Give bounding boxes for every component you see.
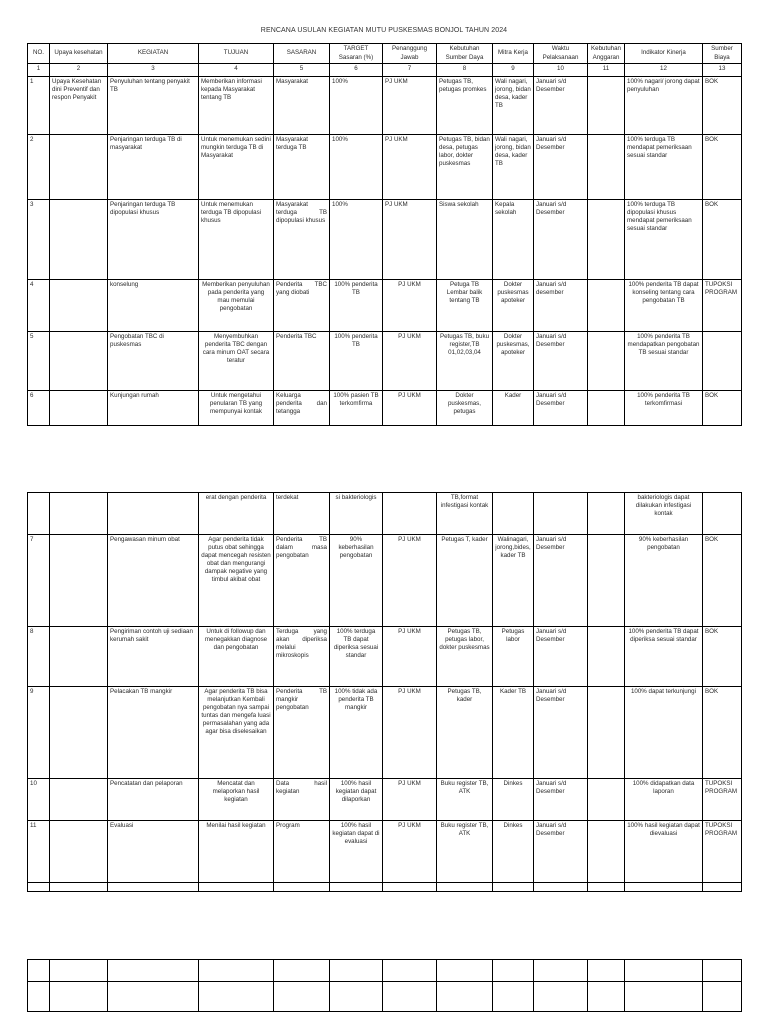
cell-kegiatan: Pencatatan dan pelaporan [108,779,199,821]
cell-kegiatan: Evaluasi [108,821,199,883]
empty-cell [588,982,625,1012]
cell-biaya: BOK [703,627,742,687]
cell-anggaran [588,779,625,821]
cell-sumber-daya: Petugas TB, bidan desa, petugas labor, dokter puskesmas [437,135,493,200]
cell-no: 9 [28,687,50,779]
cell-upaya [50,821,108,883]
cell-anggaran [588,200,625,280]
cell-upaya [50,687,108,779]
header-cell: Mitra Kerja [493,44,534,64]
cell-indikator: 100% dapat terkunjungi [625,687,703,779]
cell-anggaran [588,493,625,535]
cell-kegiatan: Kunjungan rumah [108,391,199,426]
header-cell: Upaya kesehatan [50,44,108,64]
empty-cell [199,960,274,982]
cell-pj: PJ UKM [383,391,437,426]
cell-sumber-daya: Petuga TB Lembar balik tentang TB [437,280,493,332]
cell-tujuan: Untuk di followup dan menegakkan diagnose dan pengobatan [199,627,274,687]
empty-row [28,960,742,982]
cell-indikator: 100% terduga TB dipopulasi khusus mendapat pemeriksaan sesuai standar [625,200,703,280]
cell-sumber-daya: Petugas TB, buku register,TB 01,02,03,04 [437,332,493,391]
empty-cell [703,883,742,892]
empty-cell [274,883,330,892]
cell-waktu: Januari s/d Desember [534,391,588,426]
cell-pj: PJ UKM [383,535,437,627]
cell-target: 100% [330,135,383,200]
column-number-cell: 9 [493,64,534,77]
cell-anggaran [588,821,625,883]
table-row [28,77,742,135]
cell-pj: PJ UKM [383,200,437,280]
cell-biaya: BOK [703,135,742,200]
column-number-cell: 5 [274,64,330,77]
cell-pj: PJ UKM [383,821,437,883]
empty-cell [274,982,330,1012]
cell-no: 1 [28,77,50,135]
cell-kegiatan: Pengobatan TBC di puskesmas [108,332,199,391]
cell-sumber-daya: Petugas TB, petugas labor, dokter puskesmas [437,627,493,687]
column-number-row [28,64,742,77]
cell-anggaran [588,391,625,426]
cell-mitra: Kepala sekolah [493,200,534,280]
cell-upaya [50,332,108,391]
plan-table-part-1 [27,43,742,426]
cell-mitra: Kader TB [493,687,534,779]
cell-pj: PJ UKM [383,77,437,135]
empty-cell [437,883,493,892]
empty-cell [330,982,383,1012]
cell-mitra: Dokter puskesmas, apoteker [493,332,534,391]
cell-anggaran [588,627,625,687]
cell-indikator: 100% terduga TB mendapat pemeriksaan sesuai standar [625,135,703,200]
cell-target: 100% penderita TB [330,280,383,332]
table-row [28,535,742,627]
cell-waktu: Januari s/d Desember [534,200,588,280]
header-cell: TUJUAN [199,44,274,64]
empty-cell [383,960,437,982]
cell-sasaran: Masyarakat terduga TB dipopulasi khusus [274,200,330,280]
cell-upaya: Upaya Kesehatan dini Preventif dan respon Penyakit [50,77,108,135]
cell-tujuan: Menilai hasil kegiatan [199,821,274,883]
cell-no: 6 [28,391,50,426]
cell-mitra: Wali nagari, jorong, bidan desa, kader TB [493,135,534,200]
table-row [28,493,742,535]
column-number-cell: 10 [534,64,588,77]
cell-mitra: Walinagari, jorong,bides,kader TB [493,535,534,627]
cell-tujuan: erat dengan penderita [199,493,274,535]
empty-cell [199,883,274,892]
cell-upaya [50,200,108,280]
empty-cell [108,883,199,892]
cell-waktu: Januari s/d Desember [534,135,588,200]
cell-kegiatan: Penjaringan terduga TB di masyarakat [108,135,199,200]
empty-cell [437,960,493,982]
cell-target: 100% [330,77,383,135]
cell-no [28,493,50,535]
cell-waktu: Januari s/d Desember [534,779,588,821]
cell-upaya [50,535,108,627]
cell-biaya: BOK [703,535,742,627]
cell-indikator: 100% penderita TB dapat konseling tentang cara pengobatan TB [625,280,703,332]
cell-pj: PJ UKM [383,280,437,332]
cell-sasaran: terdekat [274,493,330,535]
cell-target: 100% pasien TB terkomfirma [330,391,383,426]
empty-cell [493,982,534,1012]
cell-waktu: Januari s/d Desember [534,687,588,779]
column-number-cell: 3 [108,64,199,77]
empty-cell [534,982,588,1012]
cell-target: 100% terduga TB dapat diperiksa sesuai standar [330,627,383,687]
cell-sasaran: Terduga yang akan diperiksa melalui mikroskopis [274,627,330,687]
empty-cell [588,883,625,892]
cell-sasaran: Data hasil kegiatan [274,779,330,821]
cell-anggaran [588,280,625,332]
cell-kegiatan: konselung [108,280,199,332]
cell-kegiatan: Pengawasan minum obat [108,535,199,627]
table-row [28,821,742,883]
cell-mitra: Wali nagari, jorong, bidan desa, kader TB [493,77,534,135]
cell-indikator: 100% nagari/ jorong dapat penyuluhan [625,77,703,135]
cell-anggaran [588,332,625,391]
cell-tujuan: Untuk menemukan terduga TB dipopulasi khusus [199,200,274,280]
empty-cell [625,960,703,982]
cell-no: 8 [28,627,50,687]
cell-target: 100% penderita TB [330,332,383,391]
cell-target: 100% [330,200,383,280]
header-cell: Waktu Pelaksanaan [534,44,588,64]
column-number-cell: 2 [50,64,108,77]
column-number-cell: 8 [437,64,493,77]
empty-cell [108,982,199,1012]
empty-cell [534,883,588,892]
cell-no: 2 [28,135,50,200]
empty-cell [330,960,383,982]
column-number-cell: 4 [199,64,274,77]
empty-cell [703,982,742,1012]
cell-upaya [50,391,108,426]
cell-upaya [50,280,108,332]
cell-pj: PJ UKM [383,627,437,687]
cell-upaya [50,135,108,200]
cell-tujuan: Untuk mengetahui penularan TB yang mempunyai kontak [199,391,274,426]
cell-biaya: BOK [703,77,742,135]
cell-target: 100% tidak ada penderita TB mangkir [330,687,383,779]
column-number-cell: 1 [28,64,50,77]
table-row [28,332,742,391]
empty-cell [28,883,50,892]
cell-upaya [50,627,108,687]
cell-indikator: 90% keberhasilan pengobatan [625,535,703,627]
cell-indikator: bakteriologis dapat dilakukan infestigasi kontak [625,493,703,535]
cell-no: 10 [28,779,50,821]
header-cell: KEGIATAN [108,44,199,64]
table-row [28,280,742,332]
empty-cell [330,883,383,892]
cell-kegiatan: Pelacakan TB mangkir [108,687,199,779]
cell-tujuan: Agar penderita tidak putus obat sehingga dapat mencegah resisten obat dan mengurangi dampak negative yang timbul akibat obat [199,535,274,627]
empty-cell [50,960,108,982]
cell-pj: PJ UKM [383,332,437,391]
empty-cell [383,982,437,1012]
cell-pj [383,493,437,535]
empty-cell [437,982,493,1012]
cell-sumber-daya: Petugas TB, petugas promkes [437,77,493,135]
cell-sasaran: Penderita TBC [274,332,330,391]
cell-waktu: Januari s/d Desember [534,77,588,135]
cell-biaya [703,332,742,391]
empty-row [28,883,742,892]
cell-mitra [493,493,534,535]
cell-tujuan: Agar penderita TB bisa melanjutkan Kembali pengobatan nya sampai tuntas dan mengefa luasi permasalahan yang ada agar bisa diselesaikan [199,687,274,779]
table-row [28,200,742,280]
cell-no: 4 [28,280,50,332]
empty-cell [493,960,534,982]
cell-kegiatan: Pengiriman contoh uji sediaan kerumah sakit [108,627,199,687]
empty-cell [383,883,437,892]
cell-sasaran: Program [274,821,330,883]
cell-sumber-daya: Buku register TB, ATK [437,779,493,821]
table-row [28,687,742,779]
cell-sumber-daya: TB,format infestigasi kontak [437,493,493,535]
cell-tujuan: Memberikan penyuluhan pada penderita yang mau memulai pengobatan [199,280,274,332]
cell-sasaran: Keluarga penderita dan tetangga [274,391,330,426]
cell-biaya: BOK [703,687,742,779]
header-cell: Kebutuhan Anggaran [588,44,625,64]
cell-biaya: TUPOKSI PROGRAM [703,821,742,883]
cell-anggaran [588,77,625,135]
empty-cell [493,883,534,892]
cell-target: si bakteriologis [330,493,383,535]
table-row [28,135,742,200]
cell-no: 5 [28,332,50,391]
cell-tujuan: Untuk menemukan sedini mungkin terduga TB di Masyarakat [199,135,274,200]
cell-anggaran [588,687,625,779]
column-number-cell: 6 [330,64,383,77]
cell-biaya: TUPOKSI PROGRAM [703,779,742,821]
cell-kegiatan: Penjaringan terduga TB dipopulasi khusus [108,200,199,280]
empty-cell [50,883,108,892]
cell-sumber-daya: Siswa sekolah [437,200,493,280]
header-cell: SASARAN [274,44,330,64]
empty-cell [625,982,703,1012]
cell-anggaran [588,535,625,627]
header-cell: Sumber Biaya [703,44,742,64]
cell-tujuan: Menyembuhkan penderita TBC dengan cara minum OAT secara teratur [199,332,274,391]
column-number-cell: 12 [625,64,703,77]
cell-anggaran [588,135,625,200]
cell-tujuan: Memberikan informasi kepada Masyarakat tentang TB [199,77,274,135]
table-row [28,779,742,821]
cell-biaya [703,493,742,535]
cell-sasaran: Penderita TB dalam masa pengobatan [274,535,330,627]
cell-indikator: 100% penderita TB dapat diperiksa sesuai standar [625,627,703,687]
cell-sasaran: Penderita TBC yang diobati [274,280,330,332]
header-cell: NO. [28,44,50,64]
header-cell: Penanggung Jawab [383,44,437,64]
cell-pj: PJ UKM [383,687,437,779]
cell-no: 11 [28,821,50,883]
cell-waktu: Januari s/d desember [534,280,588,332]
cell-mitra: Dokter puskesmas apoteker [493,280,534,332]
cell-mitra: Dinkes [493,821,534,883]
cell-indikator: 100% didapatkan data laporan [625,779,703,821]
cell-mitra: Petugas labor [493,627,534,687]
cell-pj: PJ UKM [383,135,437,200]
cell-mitra: Kader [493,391,534,426]
column-number-cell: 7 [383,64,437,77]
empty-cell [588,960,625,982]
empty-cell [274,960,330,982]
cell-target: 100% hasil kegiatan dapat dilaporkan [330,779,383,821]
cell-sasaran: Masyarakat [274,77,330,135]
cell-tujuan: Mencatat dan melaporkan hasil kegiatan [199,779,274,821]
cell-waktu: Januari s/d Desember [534,535,588,627]
cell-sumber-daya: Petugas T, kader [437,535,493,627]
cell-waktu: Januari s/d Desember [534,627,588,687]
cell-mitra: Dinkes [493,779,534,821]
cell-sasaran: Masyarakat terduga TB [274,135,330,200]
empty-cell [28,982,50,1012]
cell-sumber-daya: Dokter puskesmas, petugas [437,391,493,426]
cell-sumber-daya: Petugas TB, kader [437,687,493,779]
cell-upaya [50,779,108,821]
column-number-cell: 13 [703,64,742,77]
empty-cell [28,960,50,982]
document-title: RENCANA USULAN KEGIATAN MUTU PUSKESMAS BONJOL TAHUN 2024 [260,27,508,34]
empty-cell [534,960,588,982]
cell-kegiatan [108,493,199,535]
cell-waktu [534,493,588,535]
cell-no: 7 [28,535,50,627]
empty-row [28,982,742,1012]
header-cell: Kebutuhan Sumber Daya [437,44,493,64]
cell-indikator: 100% penderita TB mendapatkan pengobatan TB sesuai standar [625,332,703,391]
plan-table-part-2 [27,492,742,892]
cell-upaya [50,493,108,535]
cell-pj: PJ UKM [383,779,437,821]
table-row [28,627,742,687]
empty-cell [108,960,199,982]
cell-biaya: BOK [703,200,742,280]
header-cell: TARGET Sasaran (%) [330,44,383,64]
cell-indikator: 100% hasil kegiatan dapat dievaluasi [625,821,703,883]
cell-kegiatan: Penyuluhan tentang penyakit TB [108,77,199,135]
empty-cell [703,960,742,982]
cell-waktu: Januari s/d Desember [534,332,588,391]
column-number-cell: 11 [588,64,625,77]
cell-biaya: BOK [703,391,742,426]
cell-waktu: Januari s/d Desember [534,821,588,883]
empty-cell [50,982,108,1012]
cell-sasaran: Penderita TB mangkir pengobatan [274,687,330,779]
empty-table-part-3 [27,959,742,1012]
header-cell: Indikator Kinerja [625,44,703,64]
cell-target: 90% keberhasilan pengobatan [330,535,383,627]
table-row [28,391,742,426]
cell-biaya: TUPOKSI PROGRAM [703,280,742,332]
cell-indikator: 100% penderita TB terkomfirmasi [625,391,703,426]
empty-cell [625,883,703,892]
empty-cell [199,982,274,1012]
cell-sumber-daya: Buku register TB, ATK [437,821,493,883]
cell-no: 3 [28,200,50,280]
header-row [28,44,742,64]
cell-target: 100% hasil kegiatan dapat di evaluasi [330,821,383,883]
